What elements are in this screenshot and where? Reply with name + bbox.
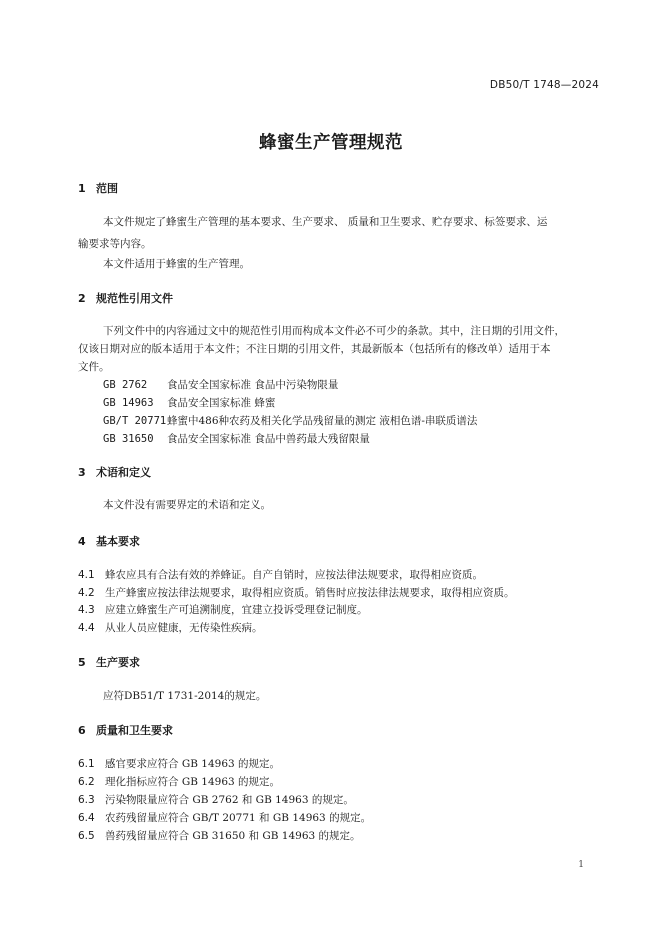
- item-number: 6.1: [78, 758, 95, 770]
- item-number: 4.3: [78, 604, 95, 616]
- paragraph-line: 输要求等内容。: [78, 238, 152, 250]
- section-2-heading: [78, 290, 173, 306]
- item-text: 污染物限量应符合 GB 2762 和 GB 14963 的规定。: [105, 794, 354, 806]
- reference-item: [103, 413, 477, 428]
- section-number: 6: [78, 724, 86, 737]
- paragraph-line: 本文件适用于蜂蜜的生产管理。: [103, 258, 250, 270]
- item-number: 6.5: [78, 830, 95, 842]
- section-6-heading: [78, 722, 173, 738]
- item-text: 兽药残留量应符合 GB 31650 和 GB 14963 的规定。: [105, 830, 361, 842]
- reference-title: 食品安全国家标准 蜂蜜: [167, 397, 276, 409]
- section-3-heading: [78, 464, 151, 480]
- section-1-heading: [78, 180, 118, 196]
- item-number: 4.2: [78, 587, 95, 599]
- item-text: 蜂农应具有合法有效的养蜂证。自产自销时，应按法律法规要求，取得相应资质。: [105, 569, 483, 581]
- document-title: 蜂蜜生产管理规范: [259, 133, 403, 153]
- paragraph-line: 仅该日期对应的版本适用于本文件；不注日期的引用文件，其最新版本（包括所有的修改单）适用于本: [78, 343, 551, 355]
- item-number: 6.3: [78, 794, 95, 806]
- item-number: 4.1: [78, 569, 95, 581]
- paragraph-line: 下列文件中的内容通过文中的规范性引用而构成本文件必不可少的条款。其中，注日期的引用文件，: [103, 325, 565, 337]
- list-item: [78, 756, 280, 771]
- reference-item: [103, 431, 370, 446]
- paragraph-line: 本文件规定了蜂蜜生产管理的基本要求、生产要求、 质量和卫生要求、贮存要求、标签要求、运: [103, 216, 548, 228]
- page-number: 1: [578, 860, 584, 870]
- section-number: 3: [78, 466, 86, 479]
- section-title: 基本要求: [96, 535, 140, 548]
- paragraph-line: 本文件没有需要界定的术语和定义。: [103, 499, 271, 511]
- section-title: 术语和定义: [96, 466, 151, 479]
- item-number: 4.4: [78, 622, 95, 634]
- item-text: 理化指标应符合 GB 14963 的规定。: [105, 776, 281, 788]
- item-number: 6.2: [78, 776, 95, 788]
- item-text: 感官要求应符合 GB 14963 的规定。: [105, 758, 281, 770]
- list-item: [78, 585, 515, 600]
- section-number: 5: [78, 656, 86, 669]
- reference-title: 食品安全国家标准 食品中兽药最大残留限量: [167, 433, 370, 445]
- section-title: 规范性引用文件: [96, 292, 173, 305]
- item-text: 农药残留量应符合 GB/T 20771 和 GB 14963 的规定。: [105, 812, 372, 824]
- item-text: 应建立蜂蜜生产可追溯制度，宜建立投诉受理登记制度。: [105, 604, 368, 616]
- reference-code: GB/T 20771: [103, 415, 167, 427]
- list-item: [78, 810, 371, 825]
- paragraph-line: 应符DB51/T 1731-2014的规定。: [103, 690, 267, 702]
- document-code: DB50/T 1748—2024: [489, 79, 599, 91]
- reference-code: GB 14963: [103, 397, 154, 409]
- reference-code: GB 31650: [103, 433, 154, 445]
- reference-item: [103, 377, 338, 392]
- paragraph-line: 文件。: [78, 361, 110, 373]
- section-title: 范围: [96, 182, 118, 195]
- item-text: 生产蜂蜜应按法律法规要求，取得相应资质。销售时应按法律法规要求，取得相应资质。: [105, 587, 515, 599]
- list-item: [78, 567, 483, 582]
- section-title: 质量和卫生要求: [96, 724, 173, 737]
- list-item: [78, 620, 263, 635]
- list-item: [78, 828, 361, 843]
- reference-title: 蜂蜜中486种农药及相关化学品残留量的测定 液相色谱-串联质谱法: [167, 415, 478, 427]
- list-item: [78, 792, 354, 807]
- section-number: 2: [78, 292, 86, 305]
- item-number: 6.4: [78, 812, 95, 824]
- section-number: 1: [78, 182, 86, 195]
- item-text: 从业人员应健康，无传染性疾病。: [105, 622, 263, 634]
- reference-code: GB 2762: [103, 379, 148, 391]
- list-item: [78, 602, 368, 617]
- section-4-heading: [78, 533, 140, 549]
- section-title: 生产要求: [96, 656, 140, 669]
- section-number: 4: [78, 535, 86, 548]
- list-item: [78, 774, 280, 789]
- reference-item: [103, 395, 275, 410]
- section-5-heading: [78, 654, 140, 670]
- reference-title: 食品安全国家标准 食品中污染物限量: [167, 379, 339, 391]
